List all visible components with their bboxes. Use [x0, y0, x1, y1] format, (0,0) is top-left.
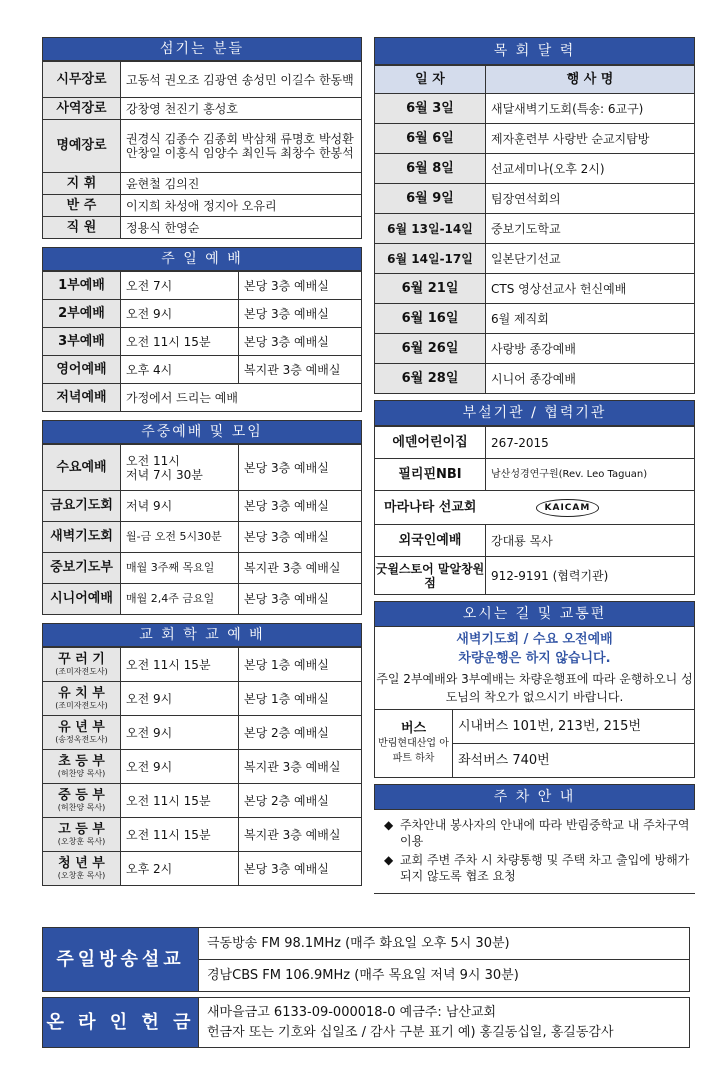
weekday-row: 중보기도부 매월 3주째 목요일 복지관 3층 예배실 — [43, 553, 362, 584]
school-row: 청 년 부 (오창훈 목사) 오후 2시 본당 3층 예배실 — [43, 852, 362, 886]
weekday-row: 금요기도회 저녁 9시 본당 3층 예배실 — [43, 491, 362, 522]
school-row: 유 치 부 (조미자전도사) 오전 9시 본당 1층 예배실 — [43, 682, 362, 716]
kaicam-logo: KAICAM — [536, 499, 600, 517]
directions-header: 오시는 길 및 교통편 — [374, 601, 695, 627]
right-column — [374, 37, 695, 894]
diamond-bullet-icon: ◆ — [384, 818, 394, 832]
servants-row: 직 원 정용식 한영순 — [43, 217, 362, 239]
parking-box — [374, 810, 695, 894]
calendar-row: 6월 3일 새달새벽기도회(특송: 6교구) — [375, 94, 695, 124]
servants-row: 지 휘 윤현철 김의진 — [43, 173, 362, 195]
partners-header: 부설기관 / 협력기관 — [374, 400, 695, 426]
sunday-row: 저녁예배 가정에서 드리는 예배 — [43, 384, 362, 412]
weekday-header: 주중예배 및 모임 — [42, 420, 362, 444]
bus-row: 좌석버스 740번 — [375, 744, 695, 778]
directions-box — [374, 627, 695, 709]
weekday-row: 시니어예배 매월 2,4주 금요일 본당 3층 예배실 — [43, 584, 362, 615]
broadcast-row: 경남CBS FM 106.9MHz (매주 목요일 저녁 9시 30분) — [43, 960, 690, 992]
partners-table — [374, 426, 695, 595]
sunday-row: 3부예배 오전 11시 15분 본당 3층 예배실 — [43, 328, 362, 356]
broadcast-label: 주일방송설교 — [43, 928, 199, 992]
school-row: 고 등 부 (오창훈 목사) 오전 11시 15분 복지관 3층 예배실 — [43, 818, 362, 852]
calendar-row: 6월 6일 제자훈련부 사랑반 순교지탐방 — [375, 124, 695, 154]
servants-row: 사역장로 강창영 천진기 홍성호 — [43, 98, 362, 120]
calendar-row: 6월 13일-14일 중보기도학교 — [375, 214, 695, 244]
calendar-row: 6월 9일 팀장연석회의 — [375, 184, 695, 214]
diamond-bullet-icon: ◆ — [384, 853, 394, 867]
calendar-row: 6월 26일 사랑방 종강예배 — [375, 334, 695, 364]
servants-row: 명예장로 권경식 김종수 김종회 박삼채 류명호 박성환 안창일 이홍식 임양수 최인득 최창수 한봉석 — [43, 120, 362, 173]
offering-row: 온 라 인 헌 금 새마을금고 6133-09-000018-0 예금주: 남산교회 헌금자 또는 기호와 십일조 / 감사 구분 표기 예) 홍길동십일, 홍길동감사 — [43, 998, 690, 1048]
weekday-row: 수요예배 오전 11시 저녁 7시 30분 본당 3층 예배실 — [43, 445, 362, 491]
bus-row: 버스 반림현대산업 아파트 하차 시내버스 101번, 213번, 215번 — [375, 710, 695, 744]
bus-table — [374, 709, 695, 778]
school-row: 꾸 러 기 (조미자전도사) 오전 11시 15분 본당 1층 예배실 — [43, 648, 362, 682]
directions-note: 차량운행은 하지 않습니다. — [458, 651, 611, 666]
calendar-row: 6월 21일 CTS 영상선교사 헌신예배 — [375, 274, 695, 304]
weekday-table — [42, 444, 362, 615]
sunday-row: 영어예배 오후 4시 복지관 3층 예배실 — [43, 356, 362, 384]
offering-table — [42, 997, 690, 1048]
parking-item: ◆ 교회 주변 주차 시 차량통행 및 주택 차고 출입에 방해가 되지 않도록 협조 요청 — [384, 853, 690, 883]
parking-item: ◆ 주차안내 봉사자의 안내에 따라 반림중학교 내 주차구역 이용 — [384, 818, 690, 848]
servants-header: 섬기는 분들 — [42, 37, 362, 61]
school-header: 교 회 학 교 예 배 — [42, 623, 362, 647]
servants-row: 반 주 이지희 차성애 정지아 오유리 — [43, 195, 362, 217]
directions-body: 주일 2부예배와 3부예배는 차량운행표에 따라 운행하오니 성도님의 착오가 없으시기 바랍니다. — [376, 672, 693, 704]
calendar-table — [374, 65, 695, 394]
calendar-row: 6월 16일 6월 제직회 — [375, 304, 695, 334]
broadcast-table — [42, 927, 690, 992]
calendar-row: 6월 14일-17일 일본단기선교 — [375, 244, 695, 274]
partners-row: 에덴어린이집 267-2015 — [375, 427, 695, 459]
offering-label: 온 라 인 헌 금 — [43, 998, 199, 1048]
bus-label: 버스 — [400, 720, 427, 736]
partners-row: 필리핀NBI 남산성경연구원(Rev. Leo Taguan) — [375, 459, 695, 491]
calendar-header: 목 회 달 력 — [374, 37, 695, 65]
sunday-header: 주 일 예 배 — [42, 247, 362, 271]
partners-row: 마라나타 선교회 KAICAM — [375, 491, 695, 525]
school-row: 중 등 부 (허찬양 목사) 오전 11시 15분 본당 2층 예배실 — [43, 784, 362, 818]
bottom-section — [42, 927, 690, 1048]
partners-row: 외국인예배 강대룡 목사 — [375, 525, 695, 557]
school-row: 유 년 부 (송정옥전도사) 오전 9시 본당 2층 예배실 — [43, 716, 362, 750]
school-table — [42, 647, 362, 886]
calendar-row: 6월 28일 시니어 종강예배 — [375, 364, 695, 394]
directions-note: 새벽기도회 / 수요 오전예배 — [456, 632, 613, 647]
left-column — [42, 37, 362, 886]
calendar-row: 6월 8일 선교세미나(오후 2시) — [375, 154, 695, 184]
broadcast-row: 주일방송설교 극동방송 FM 98.1MHz (매주 화요일 오후 5시 30분) — [43, 928, 690, 960]
weekday-row: 새벽기도회 월-금 오전 5시30분 본당 3층 예배실 — [43, 522, 362, 553]
sunday-table — [42, 271, 362, 412]
partners-row: 굿윌스토어 말알창원점 912-9191 (협력기관) — [375, 557, 695, 595]
servants-row: 시무장로 고동석 권오조 김광연 송성민 이길수 한동백 — [43, 62, 362, 98]
school-row: 초 등 부 (허찬양 목사) 오전 9시 복지관 3층 예배실 — [43, 750, 362, 784]
servants-table — [42, 61, 362, 239]
sunday-row: 2부예배 오전 9시 본당 3층 예배실 — [43, 300, 362, 328]
calendar-head-row: 일 자 행 사 명 — [375, 66, 695, 94]
sunday-row: 1부예배 오전 7시 본당 3층 예배실 — [43, 272, 362, 300]
bus-sub: 반림현대산업 아파트 하차 — [378, 737, 449, 764]
parking-header: 주 차 안 내 — [374, 784, 695, 810]
